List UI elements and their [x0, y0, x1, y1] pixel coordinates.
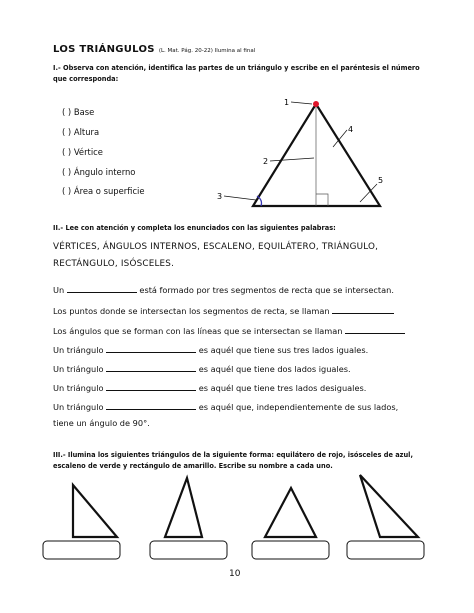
- vertex-dot: [313, 101, 319, 107]
- option-vertice: ( ) Vértice: [62, 147, 103, 157]
- sentence-4-start: Un triángulo: [53, 345, 104, 355]
- label-2: 2: [263, 157, 269, 166]
- page-title: [53, 44, 255, 55]
- arrow-1: [291, 102, 312, 104]
- section-2-instruction: II.- Lee con atención y completa los enunciados con las siguientes palabras:: [53, 224, 336, 232]
- option-area: ( ) Área o superficie: [62, 186, 145, 196]
- arrow-2: [270, 158, 314, 161]
- triangle-equilatero[interactable]: [265, 488, 316, 537]
- sentence-3-text: Los ángulos que se forman con las líneas que se intersectan se llaman: [53, 326, 343, 336]
- triangle-isosceles[interactable]: [165, 478, 202, 537]
- name-box-3[interactable]: [252, 541, 329, 559]
- sentence-2-text: Los puntos donde se intersectan los segmentos de recta, se llaman: [53, 306, 330, 316]
- sentence-7-start: Un triángulo: [53, 402, 104, 412]
- arrow-3: [224, 196, 256, 200]
- word-bank: VÉRTICES, ÁNGULOS INTERNOS, ESCALENO, EQUILÁTERO, TRIÁNGULO, RECTÁNGULO, ISÓSCELES.: [53, 242, 379, 269]
- answer-blank-2[interactable]: [332, 304, 394, 314]
- sentence-5-end: es aquél que tiene dos lados iguales.: [198, 364, 351, 374]
- option-angulo-interno: ( ) Ángulo interno: [62, 167, 136, 177]
- name-box-2[interactable]: [150, 541, 227, 559]
- answer-blank-3[interactable]: [345, 324, 405, 334]
- right-angle-mark: [316, 194, 328, 206]
- triangles-to-color: [40, 470, 440, 570]
- sentence-7-continuation: tiene un ángulo de 90°.: [53, 418, 150, 428]
- section-3-instruction: III.- Ilumina los siguientes triángulos de la siguiente forma: equilátero de rojo, isósceles de azul, escaleno de verde y rectángulo de amarillo. Escribe su nombre a cada uno.: [53, 451, 413, 470]
- option-altura: ( ) Altura: [62, 127, 100, 137]
- sentence-5: [53, 362, 351, 374]
- sentence-3: [53, 324, 405, 336]
- label-3: 3: [217, 192, 223, 201]
- answer-blank-6[interactable]: [106, 381, 196, 391]
- label-5: 5: [378, 176, 384, 185]
- sentence-2: [53, 304, 394, 316]
- sentence-6-start: Un triángulo: [53, 383, 104, 393]
- answer-blank-5[interactable]: [106, 362, 196, 372]
- section-1-instruction: I.- Observa con atención, identifica las partes de un triángulo y escribe en el paréntesis el número que corresponda:: [53, 64, 420, 83]
- sentence-4: [53, 343, 368, 355]
- sentence-5-start: Un triángulo: [53, 364, 104, 374]
- answer-blank-1[interactable]: [67, 283, 137, 293]
- option-base: ( ) Base: [62, 107, 95, 117]
- sentence-7: [53, 400, 398, 412]
- triangle-parts-diagram: [210, 92, 400, 214]
- name-box-4[interactable]: [347, 541, 424, 559]
- triangle-rectangulo[interactable]: [73, 485, 117, 537]
- name-box-1[interactable]: [43, 541, 120, 559]
- sentence-4-end: es aquél que tiene sus tres lados iguales.: [198, 345, 369, 355]
- sentence-1-end: está formado por tres segmentos de recta que se intersectan.: [139, 285, 394, 295]
- title-text: LOS TRIÁNGULOS: [53, 44, 155, 55]
- main-triangle: [253, 104, 380, 206]
- sentence-7-end: es aquél que, independientemente de sus lados,: [198, 402, 399, 412]
- triangle-escaleno[interactable]: [360, 475, 418, 537]
- sentence-6-end: es aquél que tiene tres lados desiguales.: [198, 383, 367, 393]
- sentence-6: [53, 381, 366, 393]
- answer-blank-7[interactable]: [106, 400, 196, 410]
- answer-blank-4[interactable]: [106, 343, 196, 353]
- title-reference: (L. Mat. Pág. 20-22) Ilumina al final: [158, 48, 256, 54]
- page-number: 10: [229, 569, 241, 579]
- label-1: 1: [284, 98, 290, 107]
- label-4: 4: [348, 125, 354, 134]
- sentence-1-start: Un: [53, 285, 65, 295]
- sentence-1: [53, 283, 394, 295]
